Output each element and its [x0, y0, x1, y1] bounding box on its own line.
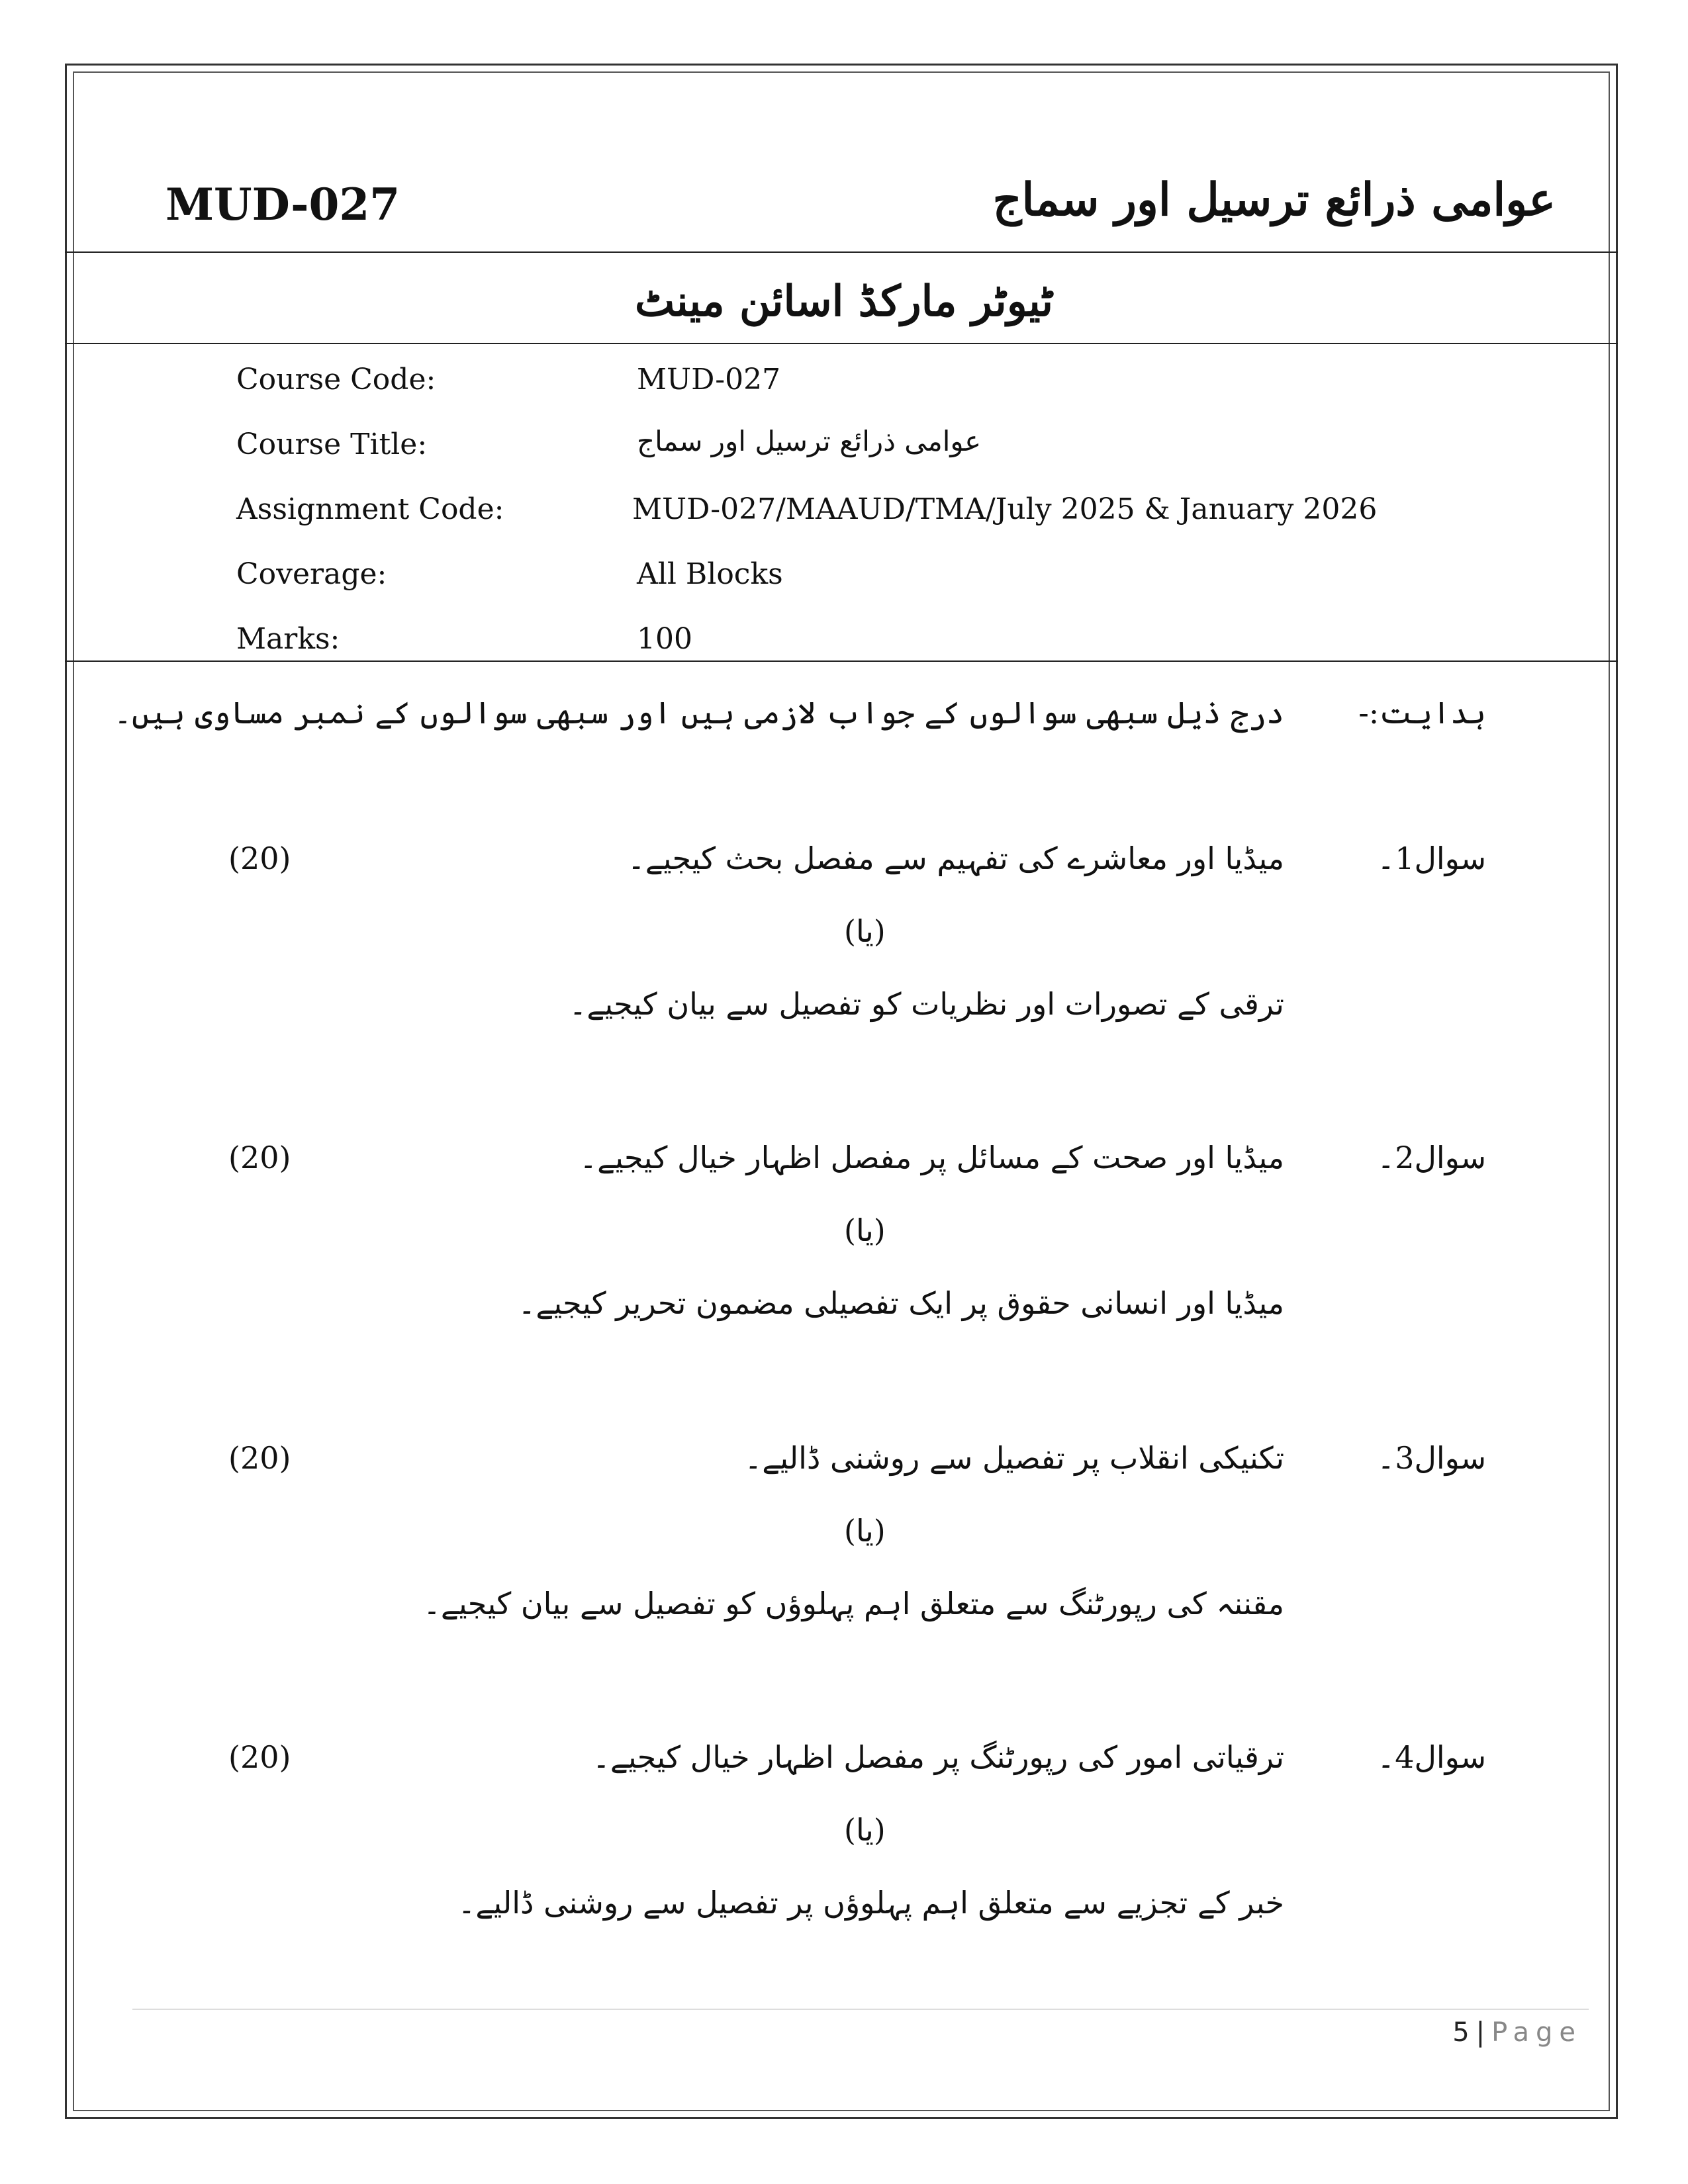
info-label-coverage: Coverage:: [236, 557, 387, 591]
instruction-text: درج ذیل سبھی سوالوں کے جواب لازمی ہیں اور سبھی سوالوں کے نمبر مساوی ہیں۔: [114, 695, 1284, 731]
question-label: سوال1۔: [1377, 841, 1486, 876]
divider: [65, 660, 1618, 662]
info-label-assignment-code: Assignment Code:: [236, 492, 504, 526]
info-label-marks: Marks:: [236, 622, 340, 656]
question-marks: (20): [228, 1739, 291, 1775]
footer-separator: |: [1476, 2017, 1485, 2048]
divider: [65, 251, 1618, 253]
question-label: سوال4۔: [1377, 1739, 1486, 1775]
footer-divider: [132, 2009, 1589, 2010]
question-marks: (20): [228, 841, 291, 876]
question-alt-text: مقننہ کی رپورٹنگ سے متعلق اہم پہلوؤں کو تفصیل سے بیان کیجیے۔: [422, 1586, 1284, 1621]
page-number: 5: [1452, 2017, 1470, 2048]
question-alt-text: ترقی کے تصورات اور نظریات کو تفصیل سے بیان کیجیے۔: [569, 986, 1284, 1022]
question-marks: (20): [228, 1140, 291, 1175]
question-text: تکنیکی انقلاب پر تفصیل سے روشنی ڈالیے۔: [744, 1440, 1284, 1476]
question-text: ترقیاتی امور کی رپورٹنگ پر مفصل اظہار خیال کیجیے۔: [592, 1739, 1284, 1775]
question-or: (یا): [844, 913, 886, 949]
info-value-marks: 100: [637, 622, 692, 656]
question-label: سوال2۔: [1377, 1140, 1486, 1175]
instruction-label: ہدایت:-: [1358, 695, 1486, 731]
question-text: میڈیا اور صحت کے مسائل پر مفصل اظہار خیال کیجیے۔: [579, 1140, 1284, 1175]
question-or: (یا): [844, 1513, 886, 1549]
info-label-course-title: Course Title:: [236, 428, 428, 461]
question-text: میڈیا اور معاشرے کی تفہیم سے مفصل بحث کیجیے۔: [627, 841, 1284, 876]
question-marks: (20): [228, 1440, 291, 1476]
question-alt-text: خبر کے تجزیے سے متعلق اہم پہلوؤں پر تفصیل سے روشنی ڈالیے۔: [457, 1885, 1284, 1921]
page-word: Page: [1491, 2017, 1582, 2048]
question-label: سوال3۔: [1377, 1440, 1486, 1476]
info-value-course-code: MUD-027: [637, 363, 781, 396]
assignment-title: ٹیوٹر مارکڈ اسائن مینٹ: [634, 277, 1054, 326]
page-footer: [1452, 2017, 1582, 2048]
info-value-assignment-code: MUD-027/MAAUD/TMA/July 2025 & January 2026: [632, 492, 1378, 526]
info-value-coverage: All Blocks: [637, 557, 783, 591]
header-course-code: MUD-027: [165, 179, 400, 230]
question-alt-text: میڈیا اور انسانی حقوق پر ایک تفصیلی مضمون تحریر کیجیے۔: [518, 1285, 1284, 1321]
info-value-course-title: عوامی ذرائع ترسیل اور سماج: [637, 425, 982, 457]
question-or: (یا): [844, 1212, 886, 1248]
header-course-name: عوامی ذرائع ترسیل اور سماج: [992, 173, 1556, 226]
divider: [65, 343, 1618, 344]
info-label-course-code: Course Code:: [236, 363, 436, 396]
question-or: (یا): [844, 1812, 886, 1848]
